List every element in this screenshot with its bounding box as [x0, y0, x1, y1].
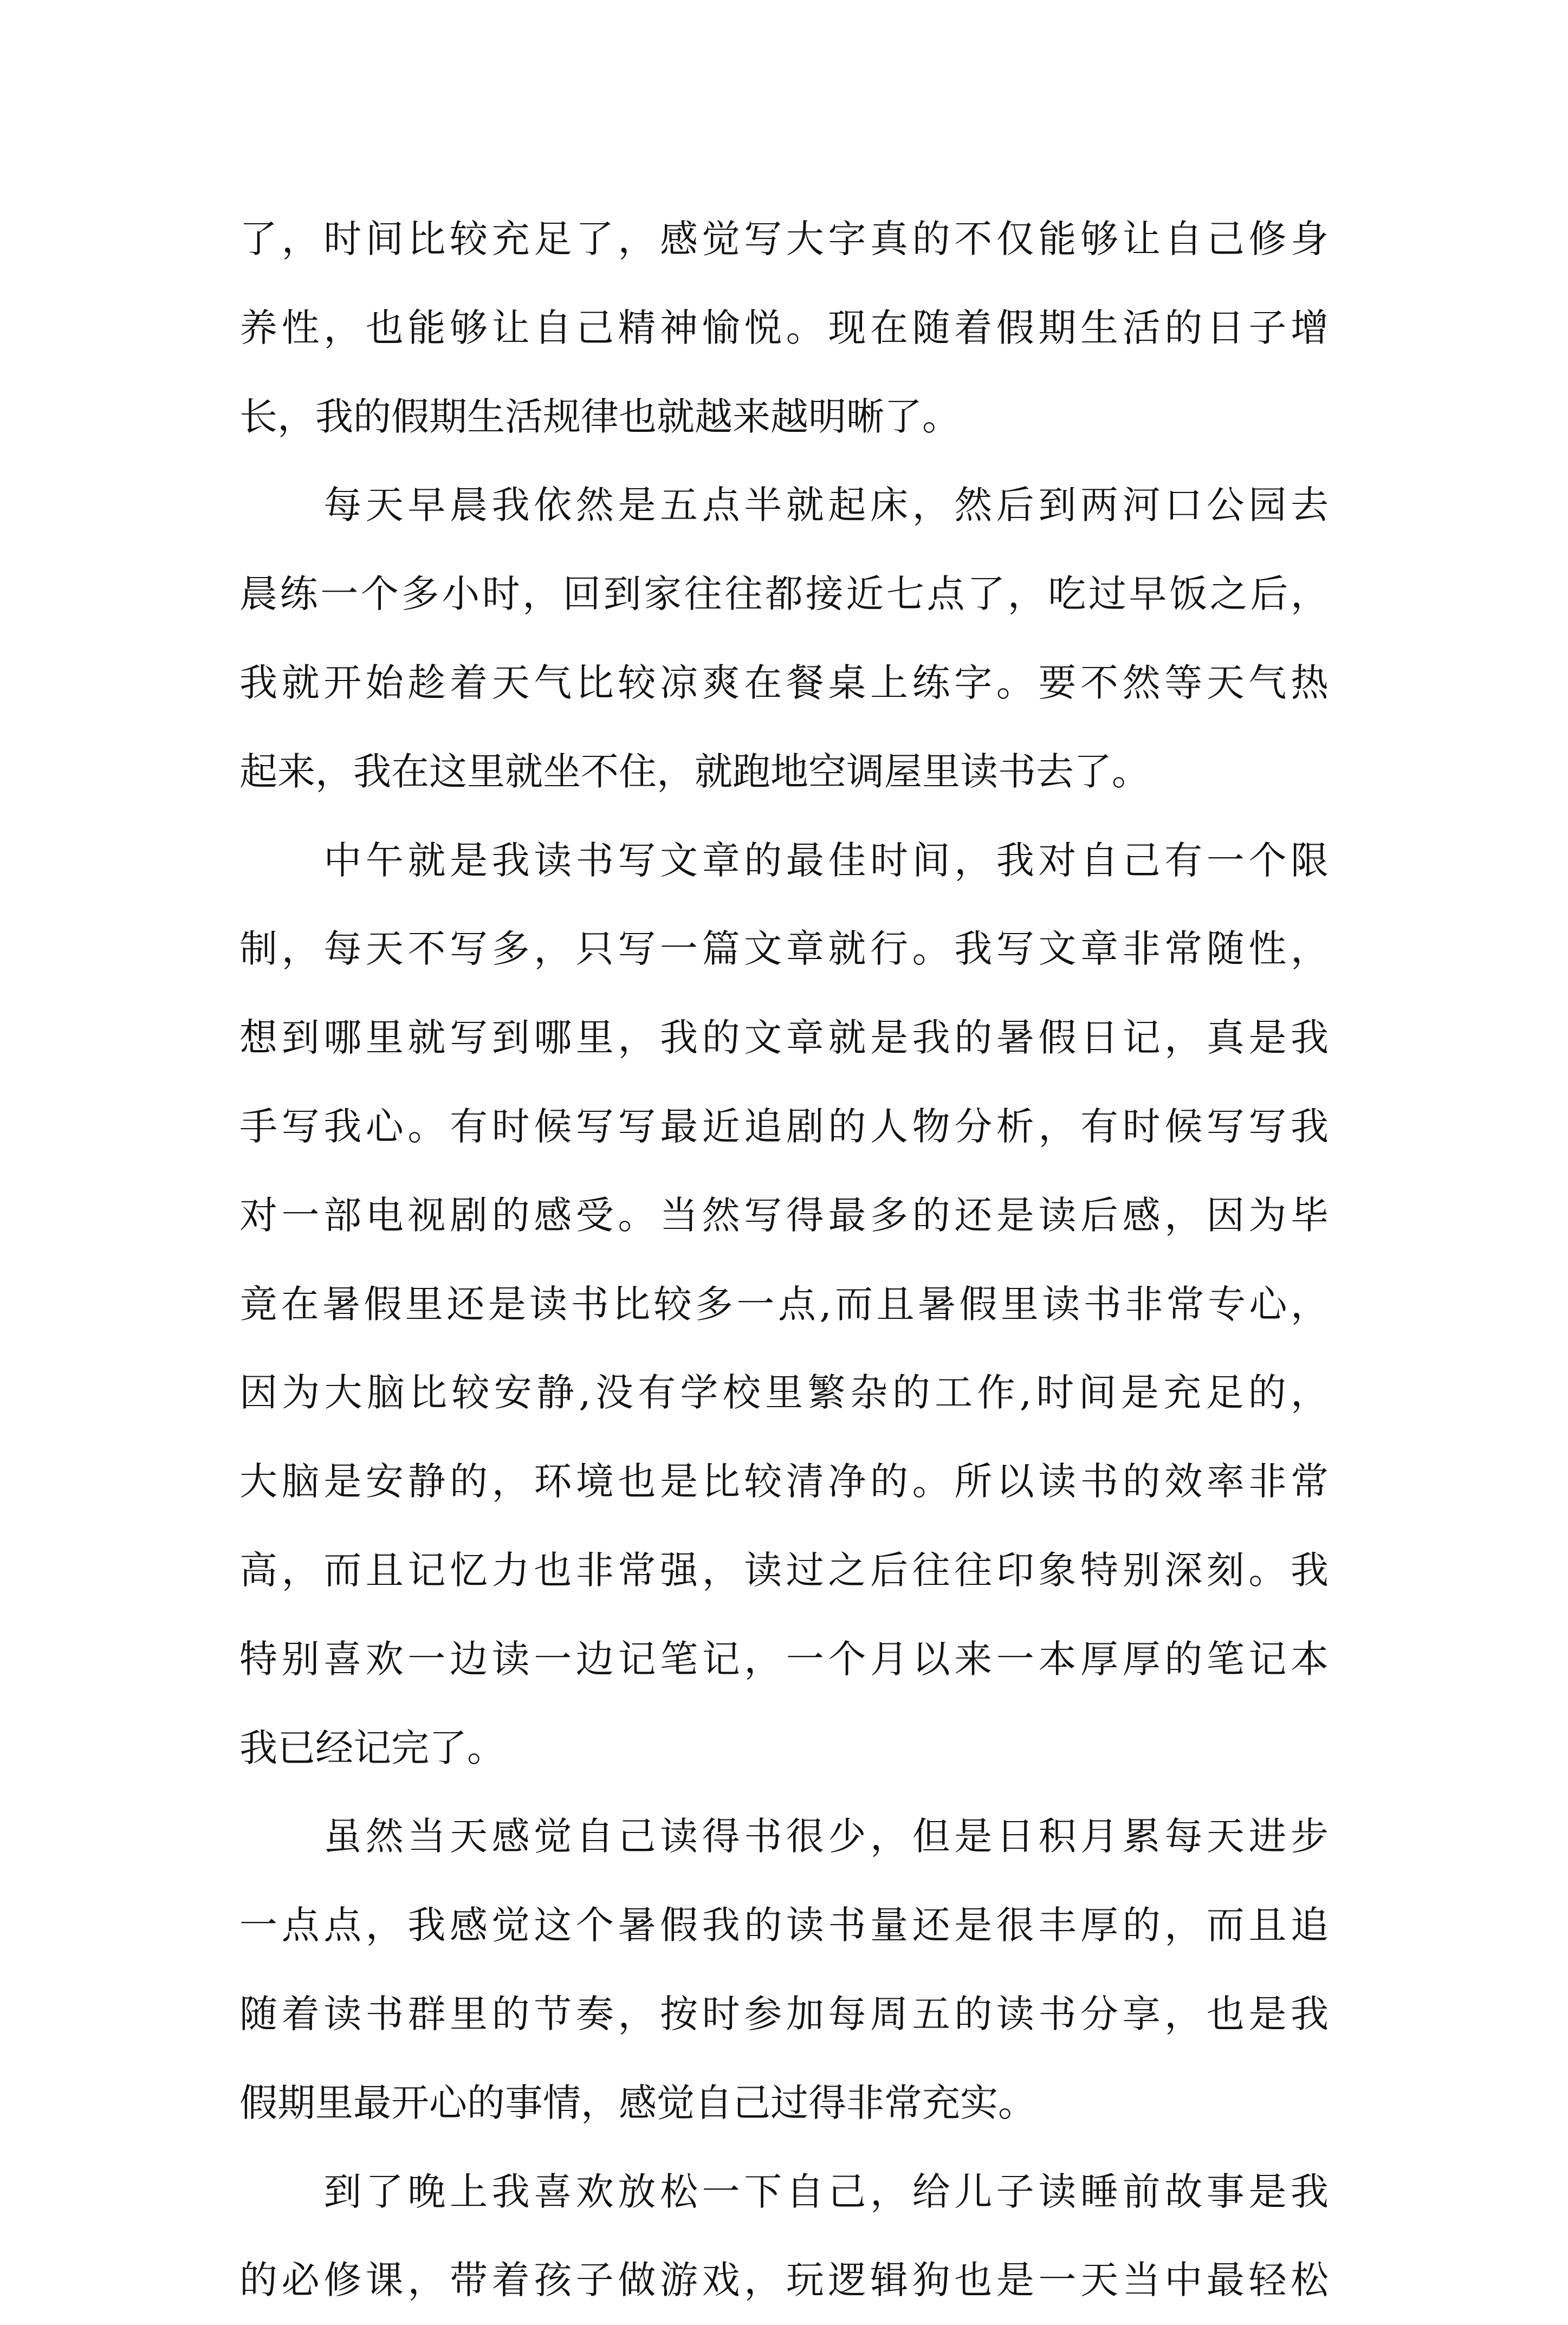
body-text — [239, 195, 1329, 2325]
text-line: 中午就是我读书写文章的最佳时间，我对自己有一个限 — [239, 838, 1329, 883]
text-line: 高，而且记忆力也非常强，读过之后往往印象特别深刻。我 — [239, 1547, 1329, 1592]
text-line: 因为大脑比较安静,没有学校里繁杂的工作,时间是充足的， — [239, 1370, 1329, 1415]
text-line: 一点点，我感觉这个暑假我的读书量还是很丰厚的，而且追 — [239, 1903, 1329, 1948]
text-line: 大脑是安静的，环境也是比较清净的。所以读书的效率非常 — [239, 1459, 1329, 1504]
text-line: 假期里最开心的事情，感觉自己过得非常充实。 — [239, 2080, 1036, 2125]
text-line: 制，每天不写多，只写一篇文章就行。我写文章非常随性， — [239, 927, 1329, 972]
text-line: 长，我的假期生活规律也就越来越明晰了。 — [239, 394, 960, 439]
text-line: 特别喜欢一边读一边记笔记，一个月以来一本厚厚的笔记本 — [239, 1636, 1329, 1681]
text-line: 竟在暑假里还是读书比较多一点,而且暑假里读书非常专心， — [239, 1281, 1329, 1326]
text-line: 每天早晨我依然是五点半就起床，然后到两河口公园去 — [239, 483, 1329, 528]
text-line: 手写我心。有时候写写最近追剧的人物分析，有时候写写我 — [239, 1104, 1329, 1149]
text-line: 了，时间比较充足了，感觉写大字真的不仅能够让自己修身 — [239, 217, 1329, 261]
text-line: 养性，也能够让自己精神愉悦。现在随着假期生活的日子增 — [239, 305, 1329, 350]
text-line: 我就开始趁着天气比较凉爽在餐桌上练字。要不然等天气热 — [239, 660, 1329, 705]
text-line: 随着读书群里的节奏，按时参加每周五的读书分享，也是我 — [239, 1991, 1329, 2036]
text-line: 晨练一个多小时，回到家往往都接近七点了，吃过早饭之后， — [239, 572, 1329, 617]
text-line: 的必修课，带着孩子做游戏，玩逻辑狗也是一天当中最轻松 — [239, 2258, 1329, 2303]
text-line: 虽然当天感觉自己读得书很少，但是日积月累每天进步 — [239, 1814, 1329, 1859]
text-line: 起来，我在这里就坐不住，就跑地空调屋里读书去了。 — [239, 749, 1150, 794]
text-line: 想到哪里就写到哪里，我的文章就是我的暑假日记，真是我 — [239, 1015, 1329, 1060]
text-line: 到了晚上我喜欢放松一下自己，给儿子读睡前故事是我 — [239, 2169, 1329, 2214]
text-line: 对一部电视剧的感受。当然写得最多的还是读后感，因为毕 — [239, 1193, 1329, 1238]
text-line: 我已经记完了。 — [239, 1725, 505, 1770]
